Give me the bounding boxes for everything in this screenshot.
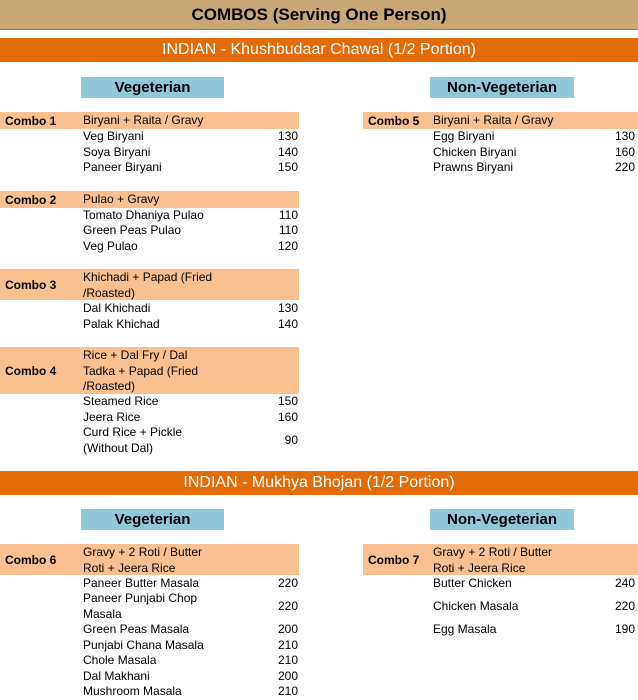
combo-header xyxy=(0,269,299,300)
combo-header xyxy=(363,112,638,129)
combo-label: Combo 6 xyxy=(5,552,57,567)
menu-item-name: Egg Masala xyxy=(433,622,497,636)
menu-item-price: 220 xyxy=(277,599,298,613)
nonveg-heading: Non-Vegeterian xyxy=(430,77,574,98)
menu-item-name: Punjabi Chana Masala xyxy=(83,638,204,652)
menu-item-name: Jeera Rice xyxy=(83,410,141,424)
veg-heading: Vegeterian xyxy=(81,77,224,98)
combo-title: Gravy + 2 Roti / Butter Roti + Jeera Rice xyxy=(83,545,203,575)
combo-title: Biryani + Raita / Gravy xyxy=(433,113,554,127)
combo-label: Combo 2 xyxy=(5,192,57,207)
menu-item-price: 110 xyxy=(278,223,298,237)
menu-item-price: 210 xyxy=(277,684,298,698)
menu-item-price: 150 xyxy=(277,160,298,174)
menu-item-name: Paneer Punjabi Chop Masala xyxy=(83,591,198,621)
combo-label: Combo 4 xyxy=(5,363,57,378)
menu-item-name: Chole Masala xyxy=(83,653,157,667)
menu-item-name: Chicken Biryani xyxy=(433,145,517,159)
menu-item-name: Egg Biryani xyxy=(433,129,495,143)
menu-item-price: 120 xyxy=(277,239,298,253)
combo-header xyxy=(0,347,299,394)
veg-heading: Vegeterian xyxy=(81,509,224,530)
menu-item-price: 210 xyxy=(277,638,298,652)
menu-item-name: Dal Makhani xyxy=(83,669,150,683)
page-title: COMBOS (Serving One Person) xyxy=(0,0,638,30)
combo-header xyxy=(0,544,299,575)
menu-item-name: Veg Pulao xyxy=(83,239,138,253)
menu-item-price: 220 xyxy=(277,576,298,590)
menu-item-name: Prawns Biryani xyxy=(433,160,514,174)
menu-item-name: Green Peas Masala xyxy=(83,622,190,636)
menu-item-price: 160 xyxy=(277,410,298,424)
menu-item-name: Soya Biryani xyxy=(83,145,151,159)
section-title-khushbudaar-chawal: INDIAN - Khushbudaar Chawal (1/2 Portion) xyxy=(0,38,638,62)
combo-title: Gravy + 2 Roti / Butter Roti + Jeera Rice xyxy=(433,545,553,575)
menu-item-price: 130 xyxy=(614,129,635,143)
combo-title: Pulao + Gravy xyxy=(83,192,160,206)
menu-item-name: Paneer Butter Masala xyxy=(83,576,200,590)
menu-item-name: Green Peas Pulao xyxy=(83,223,182,237)
combo-label: Combo 3 xyxy=(5,277,57,292)
menu-item-price: 90 xyxy=(284,433,298,447)
menu-item-name: Butter Chicken xyxy=(433,576,512,590)
menu-item-price: 210 xyxy=(277,653,298,667)
menu-item-price: 160 xyxy=(614,145,635,159)
menu-item-price: 150 xyxy=(277,394,298,408)
menu-item-price: 200 xyxy=(277,622,298,636)
menu-item-price: 220 xyxy=(614,160,635,174)
menu-item-name: Curd Rice + Pickle (Without Dal) xyxy=(83,425,183,455)
menu-item-price: 110 xyxy=(278,208,298,222)
nonveg-heading: Non-Vegeterian xyxy=(430,509,574,530)
combo-header xyxy=(0,112,299,129)
combo-title: Khichadi + Papad (Fried /Roasted) xyxy=(83,270,213,300)
menu-item-name: Chicken Masala xyxy=(433,599,519,613)
menu-item-price: 200 xyxy=(277,669,298,683)
section-title-mukhya-bhojan: INDIAN - Mukhya Bhojan (1/2 Portion) xyxy=(0,471,638,495)
combo-title: Rice + Dal Fry / Dal Tadka + Papad (Fried /Roasted) xyxy=(83,348,199,393)
menu-item-name: Paneer Biryani xyxy=(83,160,162,174)
menu-item-price: 140 xyxy=(277,317,298,331)
combo-label: Combo 7 xyxy=(368,552,420,567)
combo-label: Combo 5 xyxy=(368,113,420,128)
menu-item-name: Veg Biryani xyxy=(83,129,144,143)
combo-title: Biryani + Raita / Gravy xyxy=(83,113,204,127)
menu-item-price: 130 xyxy=(277,129,298,143)
menu-item-name: Steamed Rice xyxy=(83,394,159,408)
menu-item-name: Palak Khichad xyxy=(83,317,160,331)
menu-item-name: Mushroom Masala xyxy=(83,684,182,698)
menu-item-price: 190 xyxy=(614,622,635,636)
menu-item-price: 240 xyxy=(614,576,635,590)
menu-item-name: Tomato Dhaniya Pulao xyxy=(83,208,204,222)
combo-label: Combo 1 xyxy=(5,113,57,128)
menu-item-price: 220 xyxy=(614,599,635,613)
combo-header xyxy=(0,191,299,208)
menu-item-price: 130 xyxy=(277,301,298,315)
menu-item-price: 140 xyxy=(277,145,298,159)
combo-header xyxy=(363,544,638,575)
menu-item-name: Dal Khichadi xyxy=(83,301,151,315)
